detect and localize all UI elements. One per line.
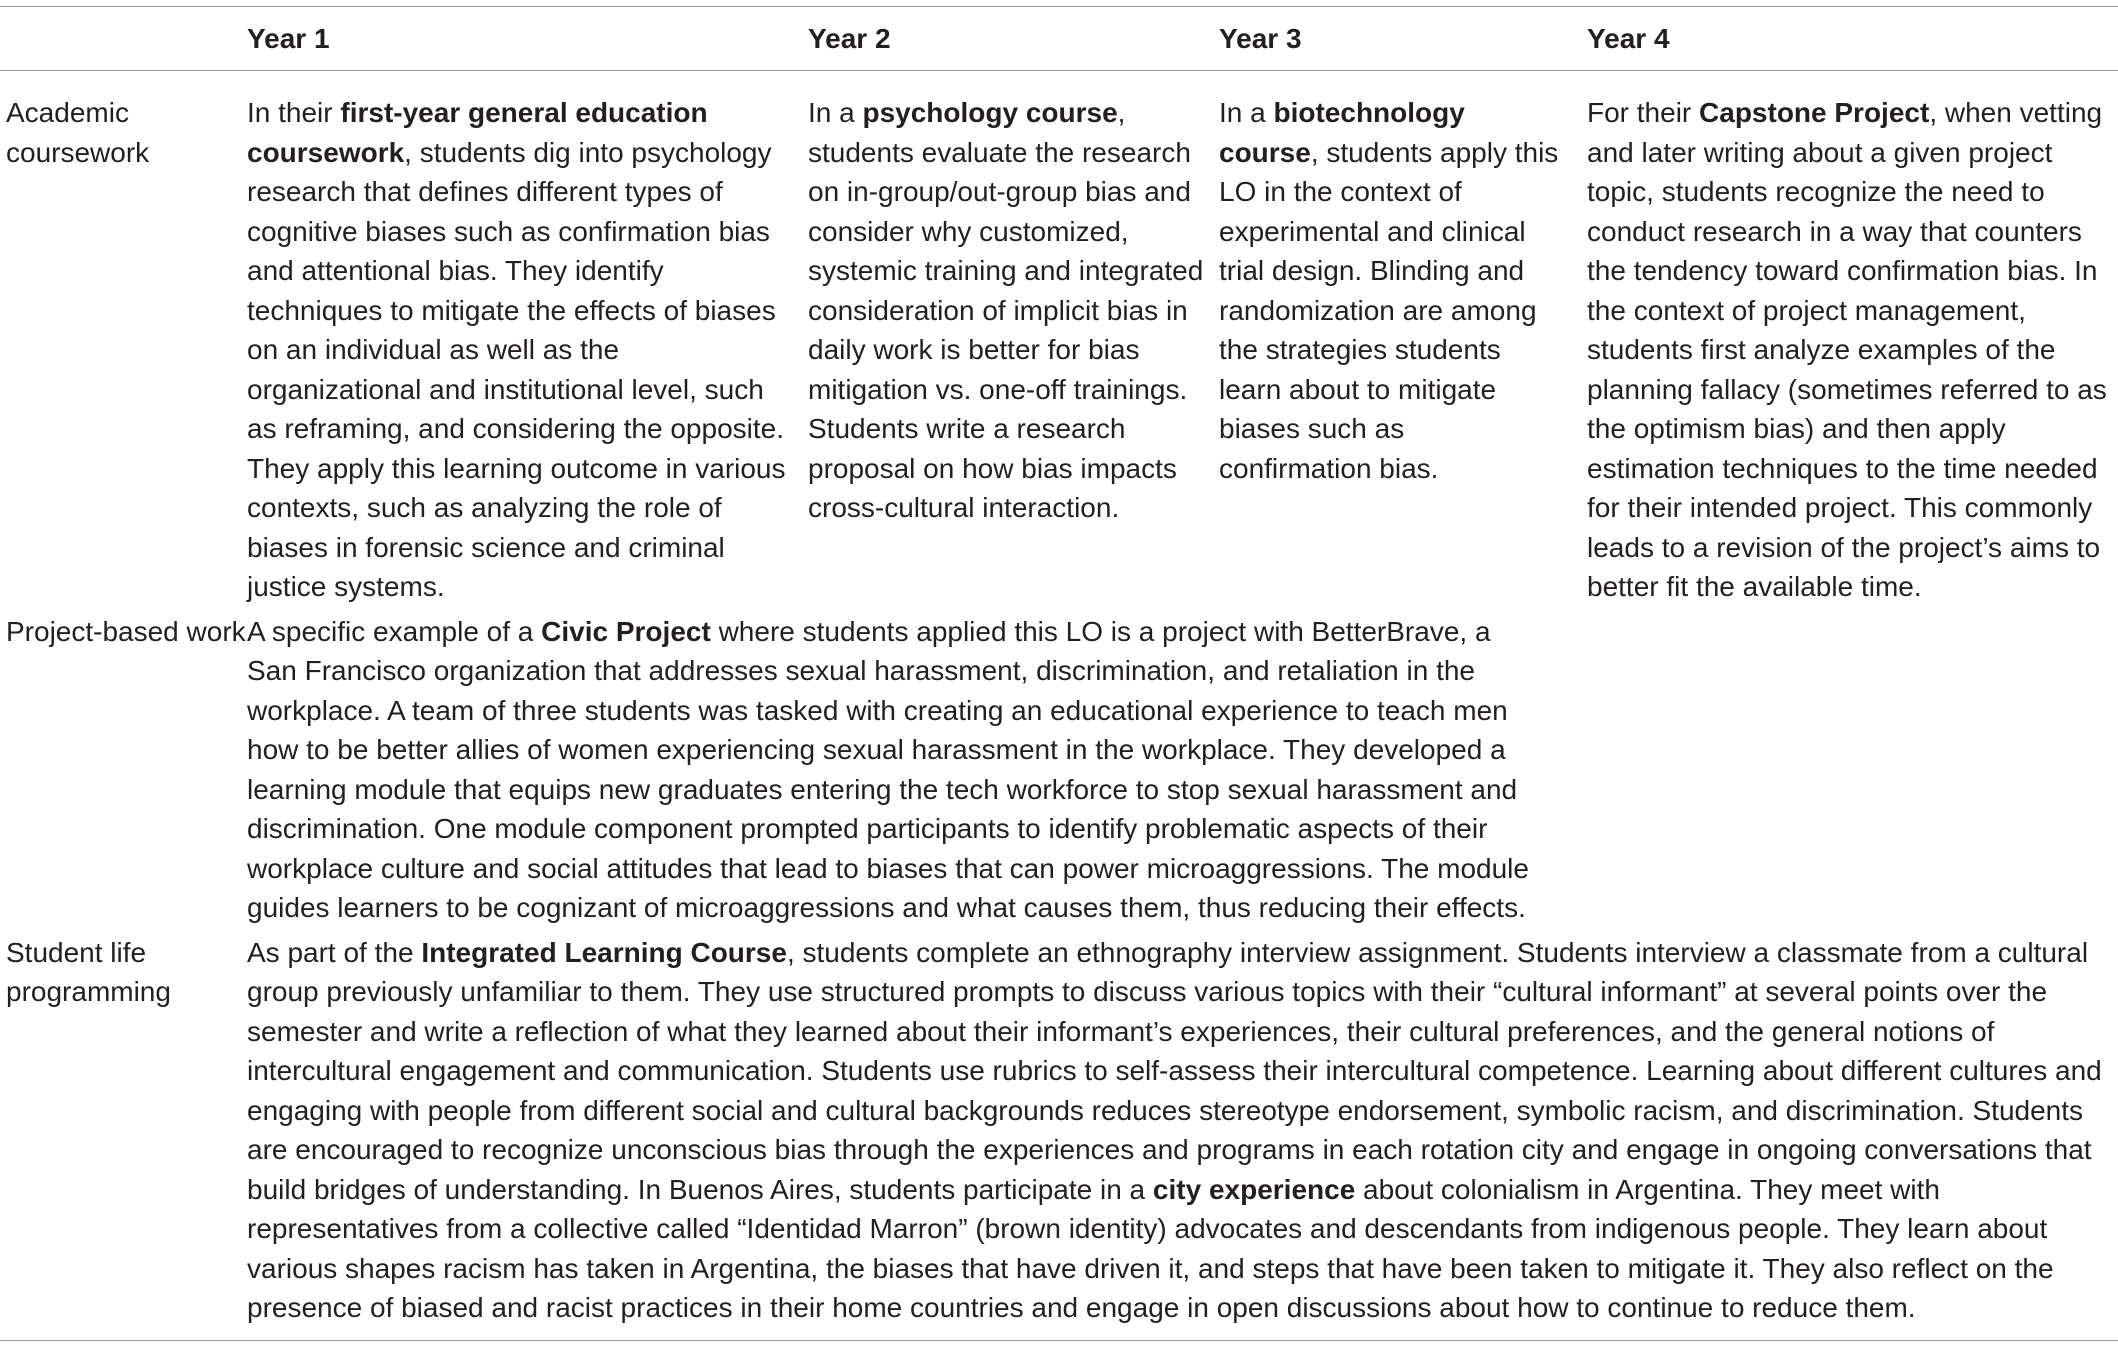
academic-year-3-post: , students apply this LO in the context of experimental and clinical trial design. Blinding and randomization are among the strategies students learn about to mitigate biases such as confirmation bias. [1219, 136, 1559, 484]
cell-academic-year-4 [1587, 71, 2118, 607]
life-pre: As part of the [247, 936, 422, 968]
academic-year-2-pre: In a [808, 97, 863, 128]
row-label-student-life-programming: Student life programming [6, 936, 171, 1007]
table-header [0, 7, 2118, 71]
academic-year-4-course-name: Capstone Project [1699, 97, 1930, 128]
header-row [0, 7, 2118, 71]
header-year-4: Year 4 [1587, 22, 1670, 54]
table-row-student-life-programming [0, 928, 2118, 1341]
header-year-3: Year 3 [1219, 22, 1302, 54]
project-name: Civic Project [541, 615, 711, 647]
cell-project-based-work [247, 607, 2118, 928]
academic-year-4-post: , when vetting and later writing about a given project topic, students recognize the need to conduct research in a way that counters the tendency toward confirmation bias. In the context of project management, students first analyze examples of the planning fallacy (sometimes referred to as the optimism bias) and then apply estimation techniques to the time needed for their intended project. This commonly leads to a revision of the project’s aims to better fit the available time. [1587, 97, 2107, 602]
academic-year-3-course-name: biotechnology course [1219, 97, 1465, 168]
academic-year-1-post: , students dig into psychology research that defines different types of cognitive biases such as confirmation bias and attentional bias. They identify techniques to mitigate the effects of biases on an individual as well as the organizational and institutional level, such as reframing, and considering the opposite. They apply this learning outcome in various contexts, such as analyzing the role of biases in forensic science and criminal justice systems. [247, 136, 786, 602]
academic-year-4-pre: For their [1587, 97, 1700, 128]
academic-year-2-post: , students evaluate the research on in-group/out-group bias and consider why customized, systemic training and integrated consideration of implicit bias in daily work is better for bias mitigation vs. one-off trainings. Students write a research proposal on how bias impacts cross-cultural interaction. [808, 97, 1204, 523]
academic-year-3-pre: In a [1219, 97, 1274, 128]
academic-year-1-pre: In their [247, 97, 341, 128]
life-mid: , students complete an ethnography interview assignment. Students interview a classmate from a cultural group previously unfamiliar to them. They use structured prompts to discuss various topics with their “cultural informant” at several points over the semester and write a reflection of what they learned about their informant’s experiences, their cultural preferences, and the general notions of intercultural engagement and communication. Students use rubrics to self-assess their intercultural competence. Learning about different cultures and engaging with people from different social and cultural backgrounds reduces stereotype endorsement, symbolic racism, and discrimination. Students are encouraged to recognize unconscious bias through the experiences and programs in each rotation city and engage in ongoing conversations that build bridges of understanding. In Buenos Aires, students participate in a [247, 936, 2102, 1205]
academic-year-2-course-name: psychology course [862, 97, 1118, 128]
project-post: where students applied this LO is a project with BetterBrave, a San Francisco organization that addresses sexual harassment, discrimination, and retaliation in the workplace. A team of three students was tasked with creating an educational experience to teach men how to be better allies of women experiencing sexual harassment in the workplace. They developed a learning module that equips new graduates entering the tech workforce to stop sexual harassment and discrimination. One module component prompted participants to identify problematic aspects of their workplace culture and social attitudes that lead to biases that can power microaggressions. The module guides learners to be cognizant of microaggressions and what causes them, thus reducing their effects. [247, 615, 1529, 923]
cell-student-life-programming [247, 928, 2118, 1341]
cell-academic-year-3 [1219, 71, 1587, 607]
cell-academic-year-2 [808, 71, 1219, 607]
header-label-column [0, 7, 247, 71]
academic-year-1-course-name: first-year general education coursework [247, 97, 708, 168]
life-city-experience: city experience [1152, 1173, 1356, 1205]
life-post: about colonialism in Argentina. They meet with representatives from a collective called “Identidad Marron” (brown identity) advocates and descendants from indigenous people. They learn about various shapes racism has taken in Argentina, the biases that have driven it, and steps that have been taken to mitigate it. They also reflect on the presence of biased and racist practices in their home countries and engage in open discussions about how to continue to reduce them. [247, 1173, 2054, 1323]
table-body [0, 71, 2118, 1341]
learning-outcome-table [0, 6, 2118, 1341]
row-label-project-based-work: Project-based work [6, 615, 246, 647]
table-row-academic-coursework [0, 71, 2118, 607]
project-pre: A specific example of a [247, 615, 542, 647]
row-label-academic-coursework: Academic coursework [6, 97, 150, 168]
header-year-1: Year 1 [247, 22, 330, 54]
cell-academic-year-1 [247, 71, 808, 607]
header-year-2: Year 2 [808, 22, 891, 54]
table-row-project-based-work [0, 607, 2118, 928]
life-course-name: Integrated Learning Course [421, 936, 787, 968]
